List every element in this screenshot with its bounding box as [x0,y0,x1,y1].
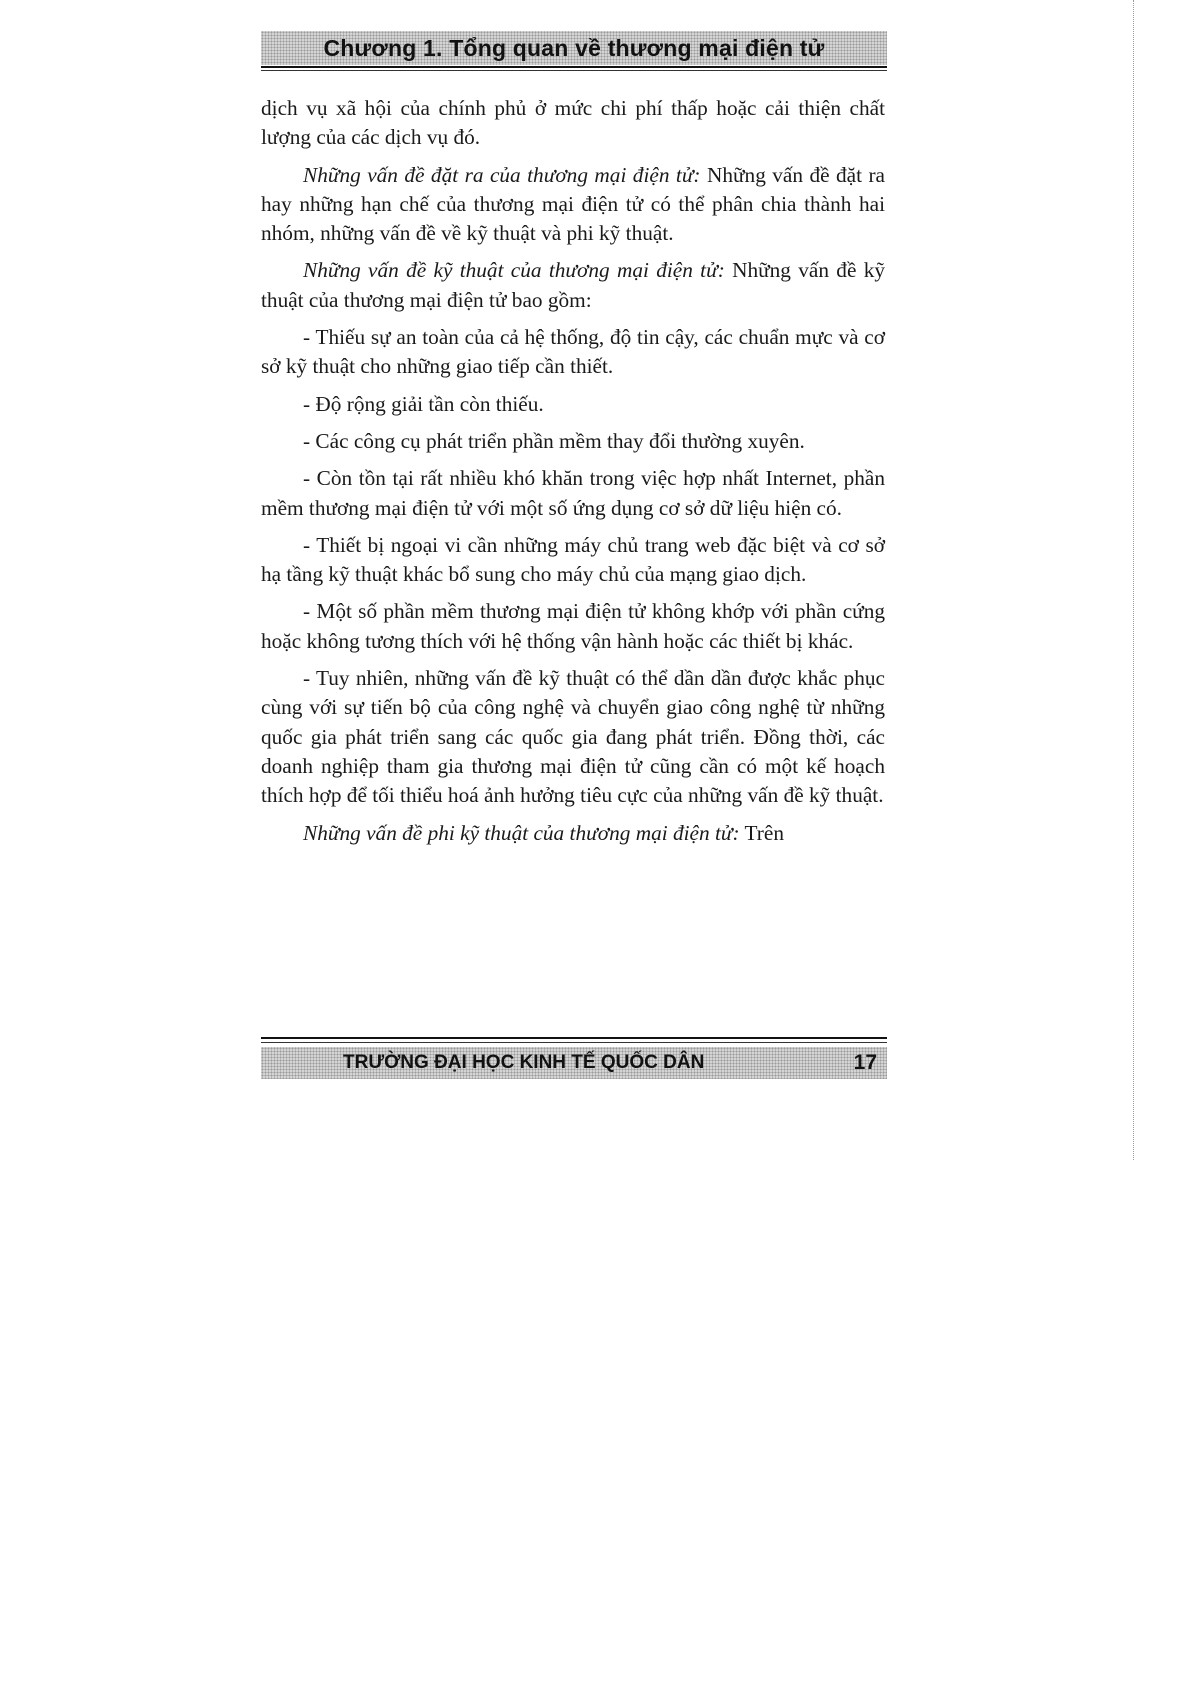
header-rule [261,66,887,68]
paragraph-technical-issues [261,256,885,315]
footer-band [261,1047,887,1079]
footer-institution: TRƯỜNG ĐẠI HỌC KINH TẾ QUỐC DÂN [343,1052,705,1073]
chapter-header-band [261,31,887,65]
paragraph-non-technical [261,819,885,848]
paragraph-non-technical-lead: Những vấn đề phi kỹ thuật của thương mại điện tử: [303,820,740,845]
paragraph-issues-lead: Những vấn đề đặt ra của thương mại điện tử: [303,162,701,187]
paragraph-continuation: dịch vụ xã hội của chính phủ ở mức chi phí thấp hoặc cải thiện chất lượng của các dịch vụ đó. [261,96,885,150]
paragraph-issues [261,161,885,249]
paragraph-issues-text: Những vấn đề đặt ra hay những hạn chế của thương mại điện tử có thể phân chia thành hai nhóm, những vấn đề về kỹ thuật và phi kỹ thuật. [261,162,885,246]
header-rule-thin [261,70,887,71]
page-number: 17 [853,1051,877,1074]
list-item: - Thiếu sự an toàn của cả hệ thống, độ tin cậy, các chuẩn mực và cơ sở kỹ thuật cho những giao tiếp cần thiết. [261,325,885,379]
list-item: - Tuy nhiên, những vấn đề kỹ thuật có thể dần dần được khắc phục cùng với sự tiến bộ của công nghệ và chuyển giao công nghệ từ những quốc gia phát triển sang các quốc gia đang phát triển. Đồng thời, các doanh nghiệp tham gia thương mại điện tử cũng cần có một kế hoạch thích hợp để tối thiểu hoá ảnh hưởng tiêu cực của những vấn đề kỹ thuật. [261,666,885,808]
list-item: - Thiết bị ngoại vi cần những máy chủ trang web đặc biệt và cơ sở hạ tầng kỹ thuật khác bổ sung cho máy chủ của mạng giao dịch. [261,532,885,587]
list-item: - Các công cụ phát triển phần mềm thay đổi thường xuyên. [303,428,805,453]
paragraph-technical-lead: Những vấn đề kỹ thuật của thương mại điện tử: [303,258,725,283]
list-item: - Độ rộng giải tần còn thiếu. [303,391,544,416]
list-item: - Một số phần mềm thương mại điện tử không khớp với phần cứng hoặc không tương thích với hệ thống vận hành hoặc các thiết bị khác. [261,599,885,653]
page-body [261,94,885,856]
footer-rule [261,1037,887,1039]
footer-rule-thin [261,1042,887,1043]
scan-edge-line [1133,0,1134,1160]
paragraph-non-technical-text: Trên [739,820,784,845]
chapter-title: Chương 1. Tổng quan về thương mại điện tử [323,35,825,61]
list-item: - Còn tồn tại rất nhiều khó khăn trong việc hợp nhất Internet, phần mềm thương mại điện tử với một số ứng dụng cơ sở dữ liệu hiện có. [261,466,885,520]
paragraph-technical-text: Những vấn đề kỹ thuật của thương mại điện tử bao gồm: [261,258,885,312]
